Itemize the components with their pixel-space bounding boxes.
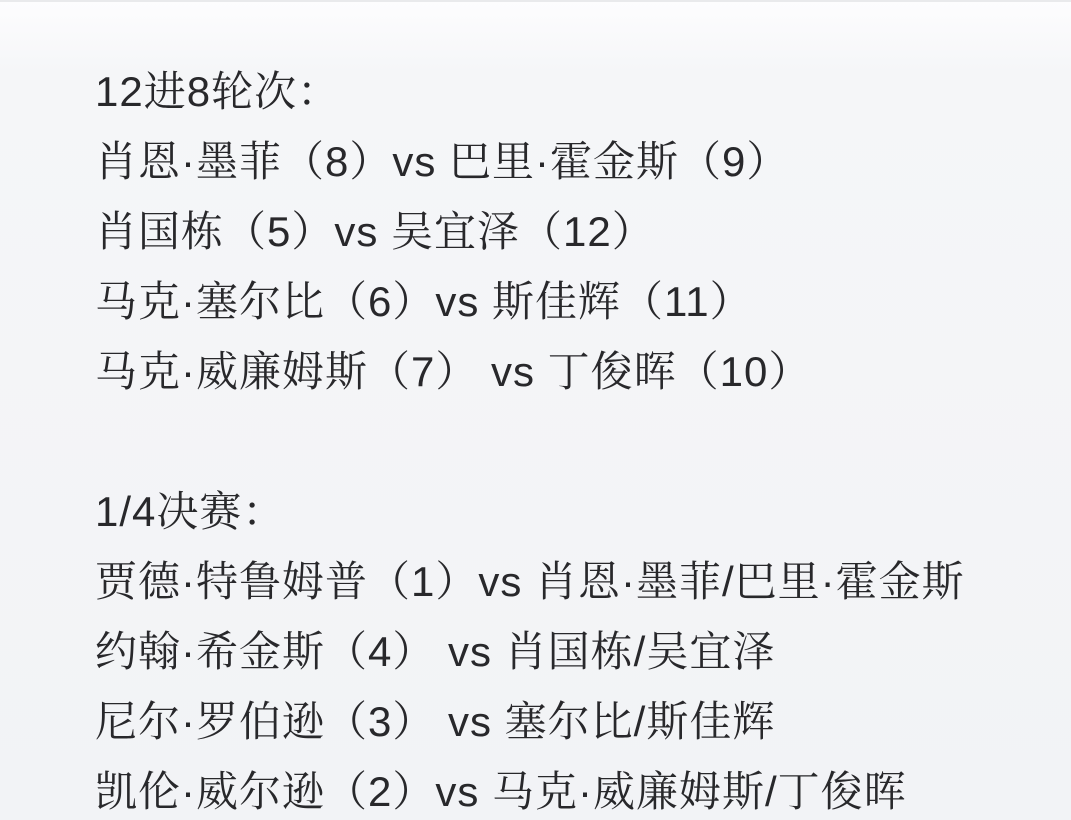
match-line: 约翰·希金斯（4） vs 肖国栋/吴宜泽 — [95, 628, 776, 675]
round-of-12-section — [95, 57, 1051, 407]
quarterfinals-section — [95, 477, 1051, 820]
match-line: 肖国栋（5）vs 吴宜泽（12） — [95, 208, 655, 255]
match-line: 凯伦·威尔逊（2）vs 马克·威廉姆斯/丁俊晖 — [95, 768, 907, 815]
match-line: 马克·威廉姆斯（7） vs 丁俊晖（10） — [95, 348, 812, 395]
match-line: 肖恩·墨菲（8）vs 巴里·霍金斯（9） — [95, 138, 790, 185]
round-of-12-heading: 12进8轮次： — [95, 68, 341, 115]
quarterfinals-heading: 1/4决赛： — [95, 488, 286, 535]
match-line: 尼尔·罗伯逊（3） vs 塞尔比/斯佳辉 — [95, 698, 776, 745]
match-line: 贾德·特鲁姆普（1）vs 肖恩·墨菲/巴里·霍金斯 — [95, 558, 965, 605]
match-line: 马克·塞尔比（6）vs 斯佳辉（11） — [95, 278, 753, 325]
